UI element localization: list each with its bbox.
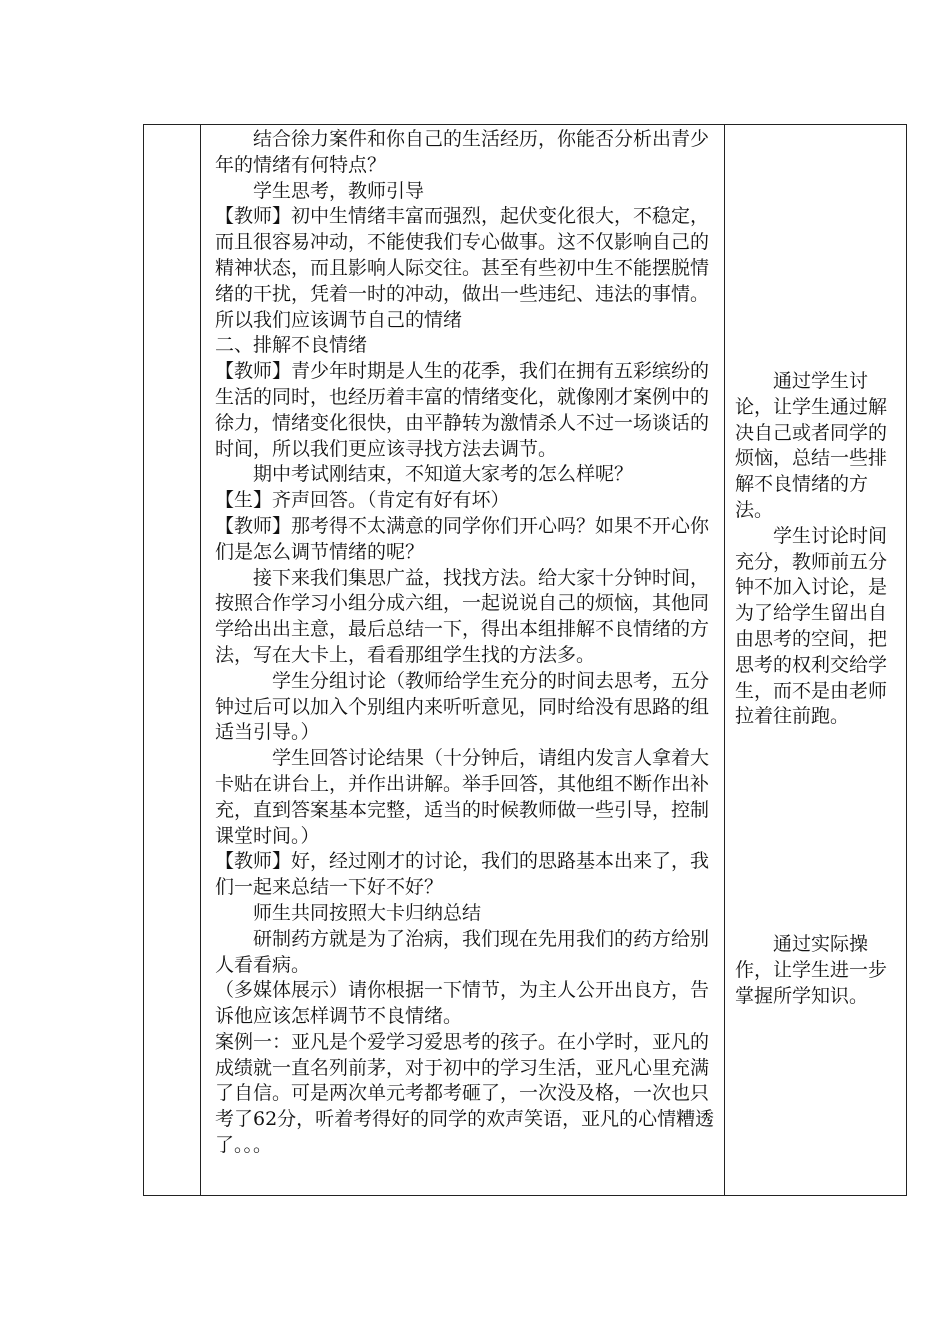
paragraph: 接下来我们集思广益，找找方法。给大家十分钟时间，按照合作学习小组分成六组，一起说说自己的烦恼，其他同学给出出主意，最后总结一下，得出本组排解不良情绪的方法，写在大卡上，看看那组学生找的方法多。	[215, 566, 710, 666]
paragraph: 【教师】好，经过刚才的讨论，我们的思路基本出来了，我们一起来总结一下好不好？	[215, 850, 710, 899]
paragraph: 【教师】那考得不太满意的同学你们开心吗？如果不开心你们是怎么调节情绪的呢？	[215, 514, 710, 563]
paragraph: 师生共同按照大卡归纳总结	[215, 901, 482, 924]
paragraph: 【生】齐声回答。（肯定有好有坏）	[215, 489, 510, 512]
paragraph: 研制药方就是为了治病，我们现在先用我们的药方给别人看看病。	[215, 927, 710, 976]
paragraph: 【教师】青少年时期是人生的花季，我们在拥有五彩缤纷的生活的同时，也经历着丰富的情绪变化，就像刚才案例中的徐力，情绪变化很快，由平静转为激情杀人不过一场谈话的时间，所以我们更应该寻找方法去调节。	[215, 360, 710, 460]
side-note: 通过学生讨论，让学生通过解决自己或者同学的烦恼，总结一些排解不良情绪的方法。	[735, 370, 888, 521]
table-row	[144, 125, 907, 1196]
side-note: 通过实际操作，让学生进一步掌握所学知识。	[735, 933, 888, 1007]
side-note: 学生讨论时间充分，教师前五分钟不加入讨论，是为了给学生留出自由思考的空间，把思考的权利交给学生，而不是由老师拉着往前跑。	[735, 524, 888, 728]
paragraph: （多媒体展示）请你根据一下情节，为主人公开出良方，告诉他应该怎样调节不良情绪。	[215, 979, 710, 1028]
paragraph: 【教师】初中生情绪丰富而强烈，起伏变化很大，不稳定，而且很容易冲动，不能使我们专心做事。这不仅影响自己的精神状态，而且影响人际交往。甚至有些初中生不能摆脱情绪的干扰，凭着一时的冲动，做出一些违纪、违法的事情。所以我们应该调节自己的情绪	[215, 205, 710, 331]
left-empty-cell	[144, 125, 201, 1196]
teaching-process-cell	[201, 125, 725, 1196]
paragraph: 学生回答讨论结果（十分钟后，请组内发言人拿着大卡贴在讲台上，并作出讲解。举手回答，其他组不断作出补充，直到答案基本完整，适当的时候教师做一些引导，控制课堂时间。）	[215, 747, 710, 847]
case-paragraph: 案例一：亚凡是个爱学习爱思考的孩子。在小学时，亚凡的成绩就一直名列前茅，对于初中的学习生活，亚凡心里充满了自信。可是两次单元考都考砸了，一次没及格，一次也只考了62分，听着考得好的同学的欢声笑语，亚凡的心情糟透了。。。	[215, 1030, 715, 1157]
paragraph: 学生思考，教师引导	[215, 179, 425, 202]
lesson-plan-table	[143, 124, 907, 1196]
design-intent-cell	[725, 125, 907, 1196]
paragraph: 学生分组讨论（教师给学生充分的时间去思考，五分钟过后可以加入个别组内来听听意见，同时给没有思路的组适当引导。）	[215, 669, 710, 744]
paragraph: 结合徐力案件和你自己的生活经历，你能否分析出青少年的情绪有何特点？	[215, 128, 710, 176]
section-heading: 二、排解不良情绪	[215, 334, 368, 357]
paragraph: 期中考试刚结束，不知道大家考的怎么样呢？	[215, 463, 634, 486]
